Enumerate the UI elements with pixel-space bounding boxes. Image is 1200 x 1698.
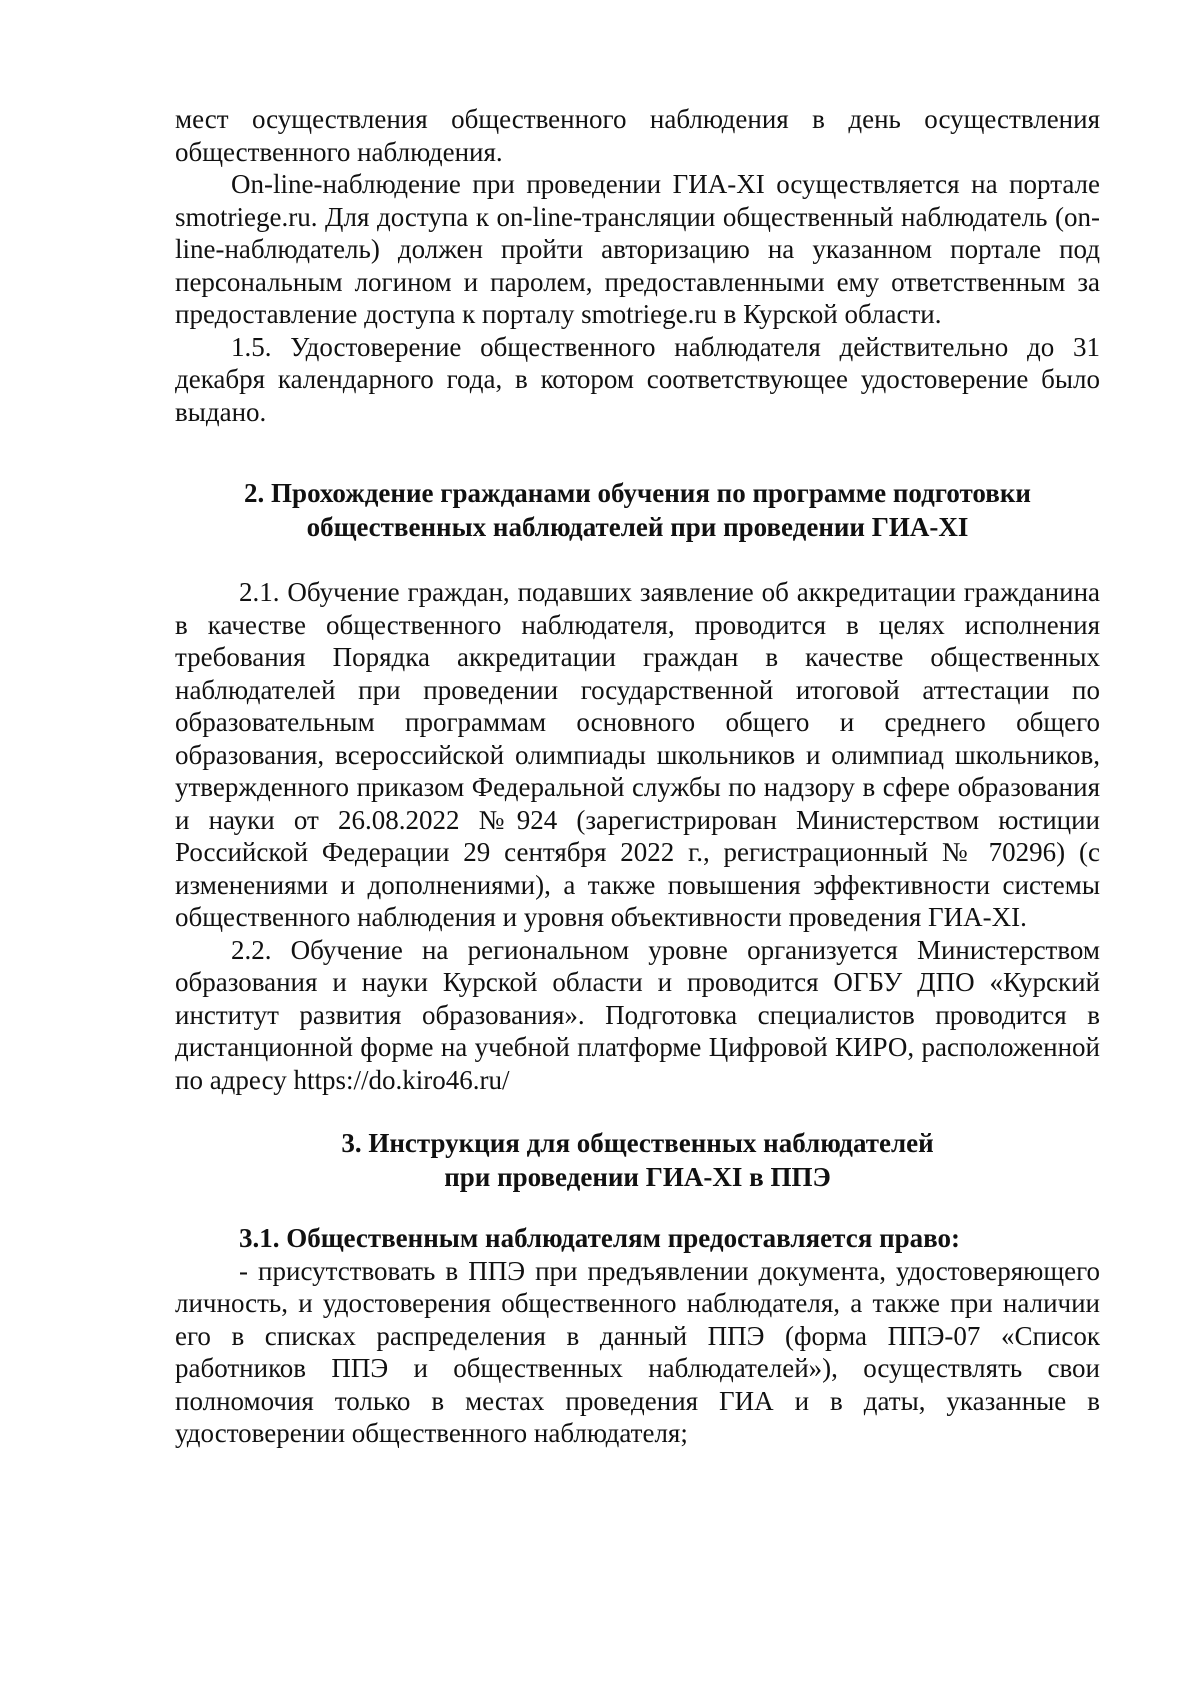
section-2-heading-line-1: 2. Прохождение гражданами обучения по программе подготовки — [244, 478, 1031, 508]
section-3-heading — [175, 1126, 1100, 1194]
paragraph-online-observation: On-line-наблюдение при проведении ГИА-XI осуществляется на портале smotriege.ru. Для доступа к on-line-трансляции общественный наблюдатель (on-line-наблюдатель) должен пройти авторизацию на указанном портале под персональным логином и паролем, предоставленными ему ответственным за предоставление доступа к порталу smotriege.ru в Курской области. — [175, 169, 1100, 329]
section-3-body — [175, 1222, 1100, 1450]
list-item: - присутствовать в ППЭ при предъявлении документа, удостоверяющего личность, и удостоверения общественного наблюдателя, а также при наличии его в списках распределения в данный ППЭ (форма ППЭ-07 «Список работников ППЭ и общественных наблюдателей»), осуществлять свои полномочия только в местах проведения ГИА и в даты, указанные в удостоверении общественного наблюдателя; — [175, 1255, 1100, 1448]
section-2-body — [175, 576, 1100, 1096]
paragraph-1-5: 1.5. Удостоверение общественного наблюдателя действительно до 31 декабря календарного года, в котором соответствующее удостоверение было выдано. — [175, 331, 1100, 427]
section-3-heading-line-1: 3. Инструкция для общественных наблюдателей — [341, 1128, 934, 1158]
paragraph-2-2: 2.2. Обучение на региональном уровне организуется Министерством образования и науки Курской области и проводится ОГБУ ДПО «Курский институт развития образования». Подготовка специалистов проводится в дистанционной форме на учебной платформе Цифровой КИРО, расположенной по адресу https://do.kiro46.ru/ — [175, 934, 1100, 1095]
section-1-continuation — [175, 103, 1100, 428]
section-3-heading-line-2: при проведении ГИА-XI в ППЭ — [444, 1162, 831, 1192]
subheading-3-1: 3.1. Общественным наблюдателям предоставляется право: — [239, 1223, 961, 1253]
paragraph-2-1: 2.1. Обучение граждан, подавших заявление об аккредитации гражданина в качестве общественного наблюдателя, проводится в целях исполнения требования Порядка аккредитации граждан в качестве общественных наблюдателей при проведении государственной итоговой аттестации по образовательным программам основного общего и среднего общего образования, всероссийской олимпиады школьников и олимпиад школьников, утвержденного приказом Федеральной службы по надзору в сфере образования и науки от 26.08.2022 №924 (зарегистрирован Министерством юстиции Российской Федерации 29 сентября 2022 г., регистрационный № 70296) (с изменениями и дополнениями), а также повышения эффективности системы общественного наблюдения и уровня объективности проведения ГИА-XI. — [175, 577, 1100, 932]
section-2-heading — [175, 476, 1100, 544]
paragraph-continuation: мест осуществления общественного наблюдения в день осуществления общественного наблюдения. — [175, 104, 1100, 167]
section-2-heading-line-2: общественных наблюдателей при проведении ГИА-XI — [306, 512, 969, 542]
